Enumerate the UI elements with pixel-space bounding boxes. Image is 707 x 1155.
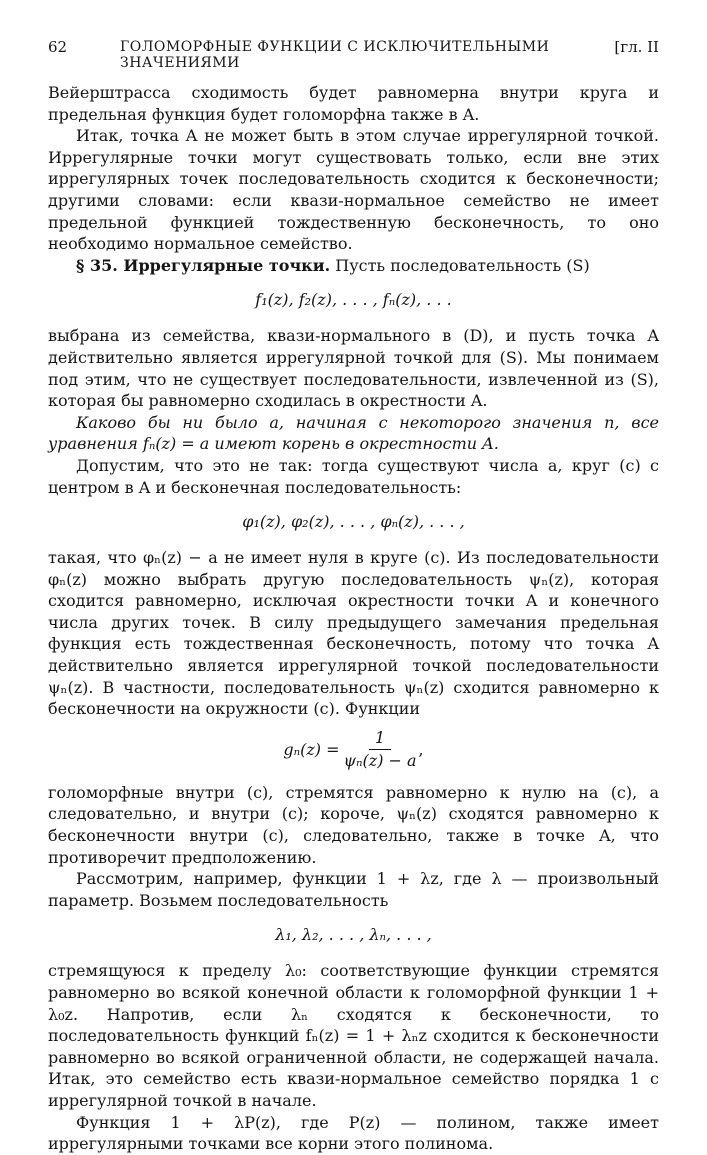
paragraph-7: Рассмотрим, например, функции 1 + λz, где λ — произвольный параметр. Возьмем последовательность (48, 869, 659, 910)
fraction (343, 728, 416, 771)
formula-sequence-phi: φ₁(z), φ₂(z), . . . , φₙ(z), . . . , (242, 512, 465, 532)
paragraph-8: стремящуюся к пределу λ₀: соответствующие функции стремятся равномерно во всякой конечной области к голоморфной функции 1 + λ₀z. Напротив, если λₙ сходятся к бесконечности, то последовательность функций fₙ(z) = 1 + λₙz сходится к бесконечности равномерно во всякой ограниченной области, не содержащей начала. Итак, это семейство есть квази-нормальное семейство порядка 1 с иррегулярной точкой в начале. (48, 961, 659, 1110)
paragraph-3: выбрана из семейства, квази-нормального в (D), и пусть точка A действительно является иррегулярной точкой для (S). Мы понимаем под этим, что не существует последовательности, извлеченной из (S), которая бы равномерно сходилась в окрестности A. (48, 326, 659, 411)
chapter-marker: [гл. II (614, 38, 659, 56)
section-text: Пусть последовательность (S) (335, 255, 590, 275)
fraction-tail: , (418, 740, 424, 760)
paragraph-6: голоморфные внутри (c), стремятся равномерно к нулю на (c), а следовательно, и внутри (c); короче, ψₙ(z) сходятся равномерно к бесконечности внутри (c), следовательно, также в точке A, что противоречит предположению. (48, 782, 659, 867)
page-number: 62 (48, 38, 68, 56)
paragraph-1: Вейерштрасса сходимость будет равномерна внутри круга и предельная функция будет голоморфна также в A. (48, 83, 659, 124)
running-header (48, 38, 659, 71)
fraction-denominator: ψₙ(z) − a (343, 751, 417, 771)
paragraph-9: Функция 1 + λP(z), где P(z) — полином, также имеет иррегулярными точками все корни этого полинома. (48, 1112, 659, 1154)
paragraph-5: такая, что φₙ(z) − a не имеет нуля в круге (c). Из последовательности φₙ(z) можно выбрать другую последовательность ψₙ(z), которая сходится равномерно, исключая окрестности точки A и конечного числа других точек. В силу предыдущего замечания предельная функция есть тождественная бесконечность, потому что точка A действительно является иррегулярной точкой последовательности ψₙ(z). В частности, последовательность ψₙ(z) сходится равномерно к бесконечности на окружности (c). Функции (48, 548, 659, 719)
formula-g-fraction (48, 726, 659, 774)
paragraph-2: Итак, точка A не может быть в этом случае иррегулярной точкой. Иррегулярные точки могут существовать только, если вне этих иррегулярных точек последовательность сходится к бесконечности; другими словами: если квази-нормальное семейство не имеет предельной функцией тождественную бесконечность, то оно необходимо нормальное семейство. (48, 126, 659, 254)
formula-sequence-lambda: λ₁, λ₂, . . . , λₙ, . . . , (275, 925, 432, 945)
section-label: § 35. Иррегулярные точки. (76, 255, 331, 275)
theorem-statement: Каково бы ни было a, начиная с некоторого значения n, все уравнения fₙ(z) = a имеют корень в окрестности A. (48, 412, 659, 454)
paragraph-4: Допустим, что это не так: тогда существуют числа a, круг (c) с центром в A и бесконечная последовательность: (48, 455, 659, 497)
formula-sequence-f: f₁(z), f₂(z), . . . , fₙ(z), . . . (255, 290, 452, 310)
fraction-numerator: 1 (369, 728, 391, 750)
section-heading-paragraph (48, 255, 659, 277)
fraction-lhs: gₙ(z) = (283, 740, 340, 760)
running-title: ГОЛОМОРФНЫЕ ФУНКЦИИ С ИСКЛЮЧИТЕЛЬНЫМИ ЗНАЧЕНИЯМИ (120, 39, 550, 71)
